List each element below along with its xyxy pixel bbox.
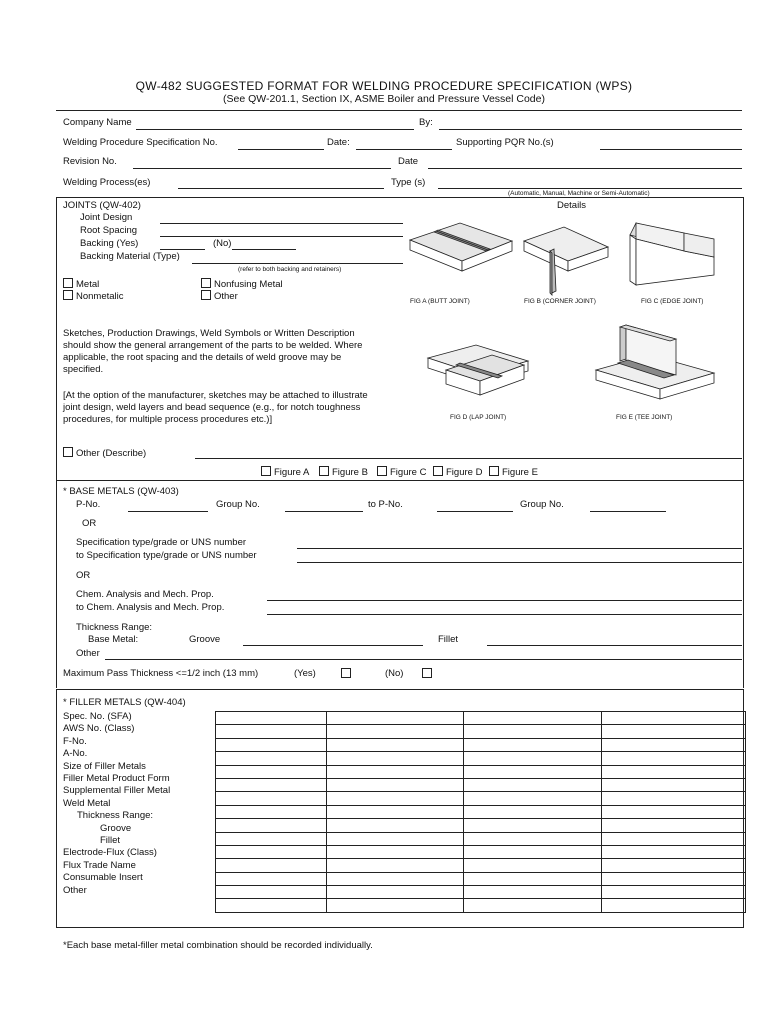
filler-cell[interactable] bbox=[602, 765, 746, 778]
filler-cell[interactable] bbox=[216, 872, 327, 885]
to-spec-type-label: to Specification type/grade or UNS number bbox=[76, 550, 257, 561]
filler-cell[interactable] bbox=[216, 725, 327, 738]
figure-b-option[interactable] bbox=[319, 466, 368, 478]
joint-figures bbox=[400, 205, 742, 435]
filler-cell[interactable] bbox=[216, 832, 327, 845]
group-no-field[interactable] bbox=[285, 511, 363, 512]
or2-label: OR bbox=[76, 570, 91, 581]
supporting-pqr-field[interactable] bbox=[600, 149, 742, 150]
filler-cell[interactable] bbox=[602, 886, 746, 899]
revision-no-field[interactable] bbox=[133, 168, 391, 169]
filler-row-label: Fillet bbox=[100, 835, 121, 847]
table-row bbox=[216, 752, 746, 765]
to-p-no-field[interactable] bbox=[437, 511, 513, 512]
filler-cell[interactable] bbox=[327, 832, 464, 845]
base-metal-label: Base Metal: bbox=[88, 634, 139, 645]
company-name-label: Company Name bbox=[63, 117, 132, 128]
table-row bbox=[216, 778, 746, 791]
filler-cell[interactable] bbox=[327, 859, 464, 872]
filler-row-label: Electrode-Flux (Class) bbox=[63, 847, 157, 859]
other-describe-checkbox[interactable] bbox=[63, 447, 73, 457]
filler-cell[interactable] bbox=[216, 859, 327, 872]
filler-cell[interactable] bbox=[327, 899, 464, 912]
page-title: QW-482 SUGGESTED FORMAT FOR WELDING PROCEDURE SPECIFICATION (WPS) bbox=[135, 79, 633, 93]
thickness-range-label: Thickness Range: bbox=[76, 622, 153, 633]
filler-cell[interactable] bbox=[464, 886, 602, 899]
figure-a-checkbox[interactable] bbox=[261, 466, 271, 476]
filler-cell[interactable] bbox=[216, 805, 327, 818]
joint-design-field[interactable] bbox=[160, 223, 403, 224]
filler-cell[interactable] bbox=[602, 752, 746, 765]
p-no-label: P-No. bbox=[76, 499, 101, 510]
nonmetallic-option[interactable] bbox=[63, 290, 124, 302]
filler-cell[interactable] bbox=[327, 872, 464, 885]
revision-no-label: Revision No. bbox=[63, 156, 117, 167]
to-chem-field[interactable] bbox=[267, 614, 742, 615]
filler-row-label: Other bbox=[63, 884, 87, 896]
table-row bbox=[216, 899, 746, 912]
max-pass-yes-label: (Yes) bbox=[294, 668, 316, 679]
filler-cell[interactable] bbox=[464, 899, 602, 912]
table-row bbox=[216, 725, 746, 738]
fig-c-caption: FIG C (EDGE JOINT) bbox=[641, 298, 704, 305]
sketch-instructions bbox=[63, 328, 362, 376]
type-label: Type (s) bbox=[391, 177, 426, 188]
filler-row-label: Spec. No. (SFA) bbox=[63, 711, 132, 722]
filler-cell[interactable] bbox=[327, 738, 464, 751]
sketch-line: should show the general arrangement of the parts to be welded. Where bbox=[63, 340, 363, 351]
by-field[interactable] bbox=[439, 129, 742, 130]
corner-joint-figure bbox=[524, 227, 608, 295]
filler-cell[interactable] bbox=[327, 752, 464, 765]
filler-row-label: Size of Filler Metals bbox=[63, 760, 146, 772]
filler-cell[interactable] bbox=[464, 738, 602, 751]
filler-cell[interactable] bbox=[602, 712, 746, 725]
backing-no-label: (No) bbox=[213, 238, 232, 249]
filler-cell[interactable] bbox=[602, 725, 746, 738]
table-row bbox=[216, 845, 746, 858]
filler-cell[interactable] bbox=[464, 712, 602, 725]
filler-cell[interactable] bbox=[464, 725, 602, 738]
table-row bbox=[216, 859, 746, 872]
figure-e-label: Figure E bbox=[502, 467, 538, 478]
filler-cell[interactable] bbox=[327, 805, 464, 818]
filler-cell[interactable] bbox=[602, 899, 746, 912]
figure-a-option[interactable] bbox=[261, 466, 309, 478]
filler-cell[interactable] bbox=[464, 778, 602, 791]
filler-row-label: Consumable Insert bbox=[63, 872, 143, 884]
table-row bbox=[216, 886, 746, 899]
metal-label: Metal bbox=[76, 279, 100, 290]
filler-cell[interactable] bbox=[216, 752, 327, 765]
filler-metals-heading: * FILLER METALS (QW-404) bbox=[63, 697, 186, 708]
filler-cell[interactable] bbox=[327, 886, 464, 899]
filler-cell[interactable] bbox=[464, 819, 602, 832]
filler-row-label: Thickness Range: bbox=[77, 810, 154, 822]
figure-e-checkbox[interactable] bbox=[489, 466, 499, 476]
filler-cell[interactable] bbox=[216, 765, 327, 778]
figure-d-checkbox[interactable] bbox=[433, 466, 443, 476]
fig-e-caption: FIG E (TEE JOINT) bbox=[616, 414, 673, 421]
filler-cell[interactable] bbox=[464, 845, 602, 858]
filler-cell[interactable] bbox=[216, 778, 327, 791]
filler-cell[interactable] bbox=[216, 886, 327, 899]
type-field[interactable] bbox=[438, 188, 742, 189]
fillet-thickness-field[interactable] bbox=[487, 645, 742, 646]
other-material-checkbox[interactable] bbox=[201, 290, 211, 300]
joint-design-label: Joint Design bbox=[80, 212, 133, 223]
filler-row-label: Weld Metal bbox=[63, 797, 111, 809]
filler-cell[interactable] bbox=[602, 832, 746, 845]
figure-a-label: Figure A bbox=[274, 467, 310, 478]
max-pass-label: Maximum Pass Thickness <=1/2 inch (13 mm) bbox=[63, 668, 259, 679]
sketch-line: applicable, the root spacing and the details of weld groove may be bbox=[63, 352, 342, 363]
table-row bbox=[216, 765, 746, 778]
table-row bbox=[216, 738, 746, 751]
table-row bbox=[216, 712, 746, 725]
nonmetallic-checkbox[interactable] bbox=[63, 290, 73, 300]
other-material-option[interactable] bbox=[201, 290, 238, 302]
to-p-no-label: to P-No. bbox=[368, 499, 403, 510]
filler-row-label: AWS No. (Class) bbox=[63, 723, 135, 735]
figure-b-checkbox[interactable] bbox=[319, 466, 329, 476]
table-row bbox=[216, 792, 746, 805]
filler-cell[interactable] bbox=[602, 859, 746, 872]
filler-cell[interactable] bbox=[464, 752, 602, 765]
company-name-field[interactable] bbox=[136, 129, 414, 130]
fig-a-caption: FIG A (BUTT JOINT) bbox=[410, 298, 470, 305]
date1-field[interactable] bbox=[356, 149, 452, 150]
groove-thickness-field[interactable] bbox=[243, 645, 423, 646]
filler-row-label: Supplemental Filler Metal bbox=[63, 785, 171, 797]
groove-label: Groove bbox=[189, 634, 221, 645]
group-no-label: Group No. bbox=[216, 499, 260, 510]
filler-cell[interactable] bbox=[602, 738, 746, 751]
filler-cell[interactable] bbox=[464, 872, 602, 885]
butt-joint-figure bbox=[410, 223, 512, 271]
or1-label: OR bbox=[82, 518, 97, 529]
by-label: By: bbox=[419, 117, 433, 128]
option-line: procedures, for multiple process procedures etc.)] bbox=[63, 414, 273, 425]
welding-process-label: Welding Process(es) bbox=[63, 177, 151, 188]
nonfusing-metal-checkbox[interactable] bbox=[201, 278, 211, 288]
nonfusing-metal-option[interactable] bbox=[201, 278, 283, 290]
backing-material-label: Backing Material (Type) bbox=[80, 251, 180, 262]
base-other-label: Other bbox=[76, 648, 100, 659]
sketch-line: Sketches, Production Drawings, Weld Symbols or Written Description bbox=[63, 328, 355, 339]
fig-b-caption: FIG B (CORNER JOINT) bbox=[524, 298, 596, 305]
date2-field[interactable] bbox=[428, 168, 742, 169]
figure-e-option[interactable] bbox=[489, 466, 538, 478]
supporting-pqr-label: Supporting PQR No.(s) bbox=[456, 137, 554, 148]
filler-row-labels bbox=[63, 711, 170, 897]
top-rule bbox=[56, 110, 742, 111]
filler-cell[interactable] bbox=[464, 805, 602, 818]
date1-label: Date: bbox=[327, 137, 350, 148]
filler-cell[interactable] bbox=[216, 819, 327, 832]
to-spec-type-field[interactable] bbox=[297, 562, 742, 563]
other-describe-label: Other (Describe) bbox=[76, 448, 147, 459]
group-no2-field[interactable] bbox=[590, 511, 666, 512]
date2-label: Date bbox=[398, 156, 419, 167]
backing-note: (refer to both backing and retainers) bbox=[238, 266, 342, 273]
filler-cell[interactable] bbox=[602, 792, 746, 805]
filler-cell[interactable] bbox=[216, 845, 327, 858]
filler-cell[interactable] bbox=[464, 832, 602, 845]
filler-cell[interactable] bbox=[327, 725, 464, 738]
filler-row-label: Filler Metal Product Form bbox=[63, 773, 170, 785]
backing-yes-field[interactable] bbox=[160, 249, 205, 250]
option-line: joint design, weld layers and bead sequence (e.g., for notch toughness bbox=[63, 402, 361, 413]
other-describe-option[interactable] bbox=[63, 447, 146, 459]
spec-type-field[interactable] bbox=[297, 548, 742, 549]
footnote: *Each base metal-filler metal combination should be recorded individually. bbox=[63, 940, 373, 951]
lap-joint-figure bbox=[428, 345, 528, 395]
wps-no-label: Welding Procedure Specification No. bbox=[63, 137, 218, 148]
welding-process-field[interactable] bbox=[178, 188, 384, 189]
figure-c-option[interactable] bbox=[377, 466, 426, 478]
filler-cell[interactable] bbox=[327, 765, 464, 778]
wps-no-field[interactable] bbox=[238, 149, 324, 150]
joints-heading: JOINTS (QW-402) bbox=[63, 200, 141, 211]
filler-cell[interactable] bbox=[327, 819, 464, 832]
filler-cell[interactable] bbox=[464, 792, 602, 805]
filler-cell[interactable] bbox=[464, 859, 602, 872]
group-no2-label: Group No. bbox=[520, 499, 564, 510]
table-row bbox=[216, 805, 746, 818]
edge-joint-figure bbox=[630, 223, 714, 285]
filler-cell[interactable] bbox=[327, 778, 464, 791]
base-other-field[interactable] bbox=[105, 659, 742, 660]
filler-cell[interactable] bbox=[602, 819, 746, 832]
filler-cell[interactable] bbox=[327, 712, 464, 725]
root-spacing-label: Root Spacing bbox=[80, 225, 138, 236]
filler-cell[interactable] bbox=[327, 845, 464, 858]
filler-cell[interactable] bbox=[602, 845, 746, 858]
figure-b-label: Figure B bbox=[332, 467, 368, 478]
figure-d-label: Figure D bbox=[446, 467, 483, 478]
filler-metals-table bbox=[215, 711, 746, 913]
sketch-line: specified. bbox=[63, 364, 104, 375]
option-line: [At the option of the manufacturer, sketches may be attached to illustrate bbox=[63, 390, 368, 401]
other-describe-field[interactable] bbox=[195, 458, 742, 459]
filler-row-label: F-No. bbox=[63, 735, 87, 747]
table-row bbox=[216, 872, 746, 885]
other-material-label: Other bbox=[214, 291, 238, 302]
fillet-label: Fillet bbox=[438, 634, 459, 645]
nonfusing-metal-label: Nonfusing Metal bbox=[214, 279, 283, 290]
filler-cell[interactable] bbox=[216, 899, 327, 912]
spec-type-label: Specification type/grade or UNS number bbox=[76, 537, 247, 548]
filler-cell[interactable] bbox=[602, 872, 746, 885]
filler-cell[interactable] bbox=[602, 805, 746, 818]
filler-cell[interactable] bbox=[464, 765, 602, 778]
option-instructions bbox=[63, 390, 368, 426]
filler-row-label: A-No. bbox=[63, 748, 88, 760]
nonmetallic-label: Nonmetalic bbox=[76, 291, 124, 302]
p-no-field[interactable] bbox=[128, 511, 208, 512]
figure-c-label: Figure C bbox=[390, 467, 427, 478]
chem-label: Chem. Analysis and Mech. Prop. bbox=[76, 589, 214, 600]
root-spacing-field[interactable] bbox=[160, 236, 403, 237]
figure-c-checkbox[interactable] bbox=[377, 466, 387, 476]
backing-material-field[interactable] bbox=[192, 263, 403, 264]
filler-cell[interactable] bbox=[602, 778, 746, 791]
max-pass-yes-checkbox[interactable] bbox=[341, 668, 351, 678]
page-subtitle: (See QW-201.1, Section IX, ASME Boiler and Pressure Vessel Code) bbox=[223, 93, 545, 105]
details-label: Details bbox=[557, 200, 587, 211]
to-chem-label: to Chem. Analysis and Mech. Prop. bbox=[76, 602, 225, 613]
tee-joint-figure bbox=[596, 325, 714, 399]
filler-row-label: Flux Trade Name bbox=[63, 859, 136, 871]
filler-cell[interactable] bbox=[216, 792, 327, 805]
table-row bbox=[216, 819, 746, 832]
fig-d-caption: FIG D (LAP JOINT) bbox=[450, 414, 507, 421]
type-note: (Automatic, Manual, Machine or Semi-Automatic) bbox=[508, 190, 650, 197]
table-row bbox=[216, 832, 746, 845]
filler-cell[interactable] bbox=[216, 712, 327, 725]
figure-d-option[interactable] bbox=[433, 466, 482, 478]
max-pass-no-label: (No) bbox=[385, 668, 404, 679]
base-metals-heading: * BASE METALS (QW-403) bbox=[63, 486, 179, 497]
chem-field[interactable] bbox=[267, 600, 742, 601]
filler-cell[interactable] bbox=[216, 738, 327, 751]
filler-cell[interactable] bbox=[327, 792, 464, 805]
filler-row-label: Groove bbox=[100, 822, 132, 834]
max-pass-no-checkbox[interactable] bbox=[422, 668, 432, 678]
metal-checkbox[interactable] bbox=[63, 278, 73, 288]
metal-option[interactable] bbox=[63, 278, 99, 290]
backing-no-field[interactable] bbox=[232, 249, 296, 250]
backing-yes-label: Backing (Yes) bbox=[80, 238, 139, 249]
